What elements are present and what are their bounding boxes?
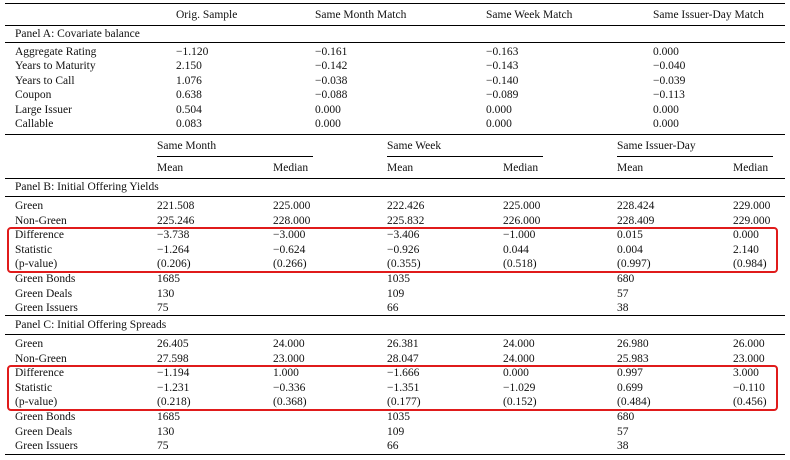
table-cell: (0.266) xyxy=(273,258,307,271)
table-cell: 221.508 xyxy=(157,200,195,212)
row-label: Green xyxy=(15,200,44,212)
table-cell: −1.000 xyxy=(503,229,536,242)
table-cell: 2.150 xyxy=(176,60,202,73)
table-cell: 0.504 xyxy=(176,103,202,116)
table-cell: 226.000 xyxy=(503,214,541,227)
table-cell: −0.163 xyxy=(486,46,519,58)
row-label: (p-value) xyxy=(15,396,58,409)
highlight-box-yields xyxy=(7,227,778,273)
sub-header-median: Median xyxy=(273,162,309,174)
table-cell: 228.000 xyxy=(273,214,311,227)
row-label: Green Issuers xyxy=(15,440,78,453)
table-cell: (0.177) xyxy=(387,396,421,409)
rule xyxy=(5,454,785,455)
table-cell: 1685 xyxy=(157,411,180,423)
table-cell: 229.000 xyxy=(733,214,771,227)
table-cell: 57 xyxy=(617,287,629,300)
rule xyxy=(387,156,543,157)
row-label: Callable xyxy=(15,118,54,130)
table-cell: −0.142 xyxy=(315,60,348,73)
table-cell: 225.832 xyxy=(387,214,425,227)
table-cell: 0.699 xyxy=(617,381,643,394)
table-cell: 57 xyxy=(617,425,629,438)
row-label: Green Issuers xyxy=(15,302,78,315)
row-label: Large Issuer xyxy=(15,103,72,116)
row-label: Years to Maturity xyxy=(15,60,96,73)
table-cell: 0.000 xyxy=(653,118,679,130)
table-cell: 28.047 xyxy=(387,352,419,365)
rule xyxy=(157,156,313,157)
table-cell: −0.040 xyxy=(653,60,686,73)
row-label: (p-value) xyxy=(15,258,58,271)
table-cell: −1.666 xyxy=(387,367,420,380)
row-label: Years to Call xyxy=(15,74,75,87)
table-cell: (0.518) xyxy=(503,258,537,271)
table-cell: 0.044 xyxy=(503,243,529,256)
row-label: Green Bonds xyxy=(15,273,76,285)
col-header-same-week-match: Same Week Match xyxy=(486,9,573,21)
row-label: Difference xyxy=(15,367,64,380)
table-cell: −3.000 xyxy=(273,229,306,242)
table-cell: 228.409 xyxy=(617,214,655,227)
table-cell: (0.368) xyxy=(273,396,307,409)
table-cell: (0.456) xyxy=(733,396,767,409)
sub-header-mean: Mean xyxy=(157,162,184,174)
table-cell: −0.039 xyxy=(653,74,686,87)
table-cell: 0.004 xyxy=(617,243,643,256)
table-cell: 0.083 xyxy=(176,118,202,130)
table-cell: 26.000 xyxy=(733,338,765,350)
table-cell: 0.638 xyxy=(176,89,202,102)
rule xyxy=(5,25,785,26)
sub-header-mean: Mean xyxy=(617,162,644,174)
table-cell: 0.015 xyxy=(617,229,643,242)
group-header-same-week: Same Week xyxy=(387,140,442,152)
table-cell: −1.351 xyxy=(387,381,420,394)
row-label: Green Deals xyxy=(15,287,73,300)
table-cell: 680 xyxy=(617,273,635,285)
table-cell: (0.484) xyxy=(617,396,651,409)
table-cell: 109 xyxy=(387,287,405,300)
table-cell: −0.038 xyxy=(315,74,348,87)
rule xyxy=(5,3,785,4)
table-cell: (0.355) xyxy=(387,258,421,271)
table-cell: −3.406 xyxy=(387,229,420,242)
panel-c-title: Panel C: Initial Offering Spreads xyxy=(15,319,167,331)
row-label: Aggregate Rating xyxy=(15,46,97,58)
panel-b-title: Panel B: Initial Offering Yields xyxy=(15,181,159,193)
table-cell: 75 xyxy=(157,440,169,453)
table-cell: 1035 xyxy=(387,411,410,423)
table-cell: (0.152) xyxy=(503,396,537,409)
rule xyxy=(617,156,773,157)
table-cell: −1.264 xyxy=(157,243,190,256)
table-cell: 225.000 xyxy=(503,200,541,212)
rule xyxy=(5,134,785,135)
table-cell: 0.000 xyxy=(486,103,512,116)
table-cell: 225.246 xyxy=(157,214,195,227)
col-header-same-month-match: Same Month Match xyxy=(315,9,407,21)
table-cell: −0.143 xyxy=(486,60,519,73)
table-cell: 25.983 xyxy=(617,352,649,365)
table-cell: −1.194 xyxy=(157,367,190,380)
panel-a-title: Panel A: Covariate balance xyxy=(15,28,140,40)
row-label: Difference xyxy=(15,229,64,242)
table-cell: 75 xyxy=(157,302,169,315)
highlight-box-spreads xyxy=(7,365,778,411)
table-cell: 24.000 xyxy=(273,338,305,350)
row-label: Green Bonds xyxy=(15,411,76,423)
table-cell: (0.984) xyxy=(733,258,767,271)
table-cell: −1.120 xyxy=(176,46,209,58)
table-cell: 26.405 xyxy=(157,338,189,350)
table-cell: 3.000 xyxy=(733,367,759,380)
sub-header-mean: Mean xyxy=(387,162,414,174)
table-cell: −0.110 xyxy=(733,381,765,394)
row-label: Statistic xyxy=(15,243,53,256)
table-cell: 24.000 xyxy=(503,338,535,350)
table-cell: −0.336 xyxy=(273,381,306,394)
table-cell: 1685 xyxy=(157,273,180,285)
table-cell: 23.000 xyxy=(733,352,765,365)
rule xyxy=(5,196,785,197)
table-cell: −0.113 xyxy=(653,89,685,102)
table-cell: 66 xyxy=(387,302,399,315)
table-cell: 1.000 xyxy=(273,367,299,380)
table-cell: 1.076 xyxy=(176,74,202,87)
table-cell: 225.000 xyxy=(273,200,311,212)
table-cell: −0.926 xyxy=(387,243,420,256)
group-header-same-month: Same Month xyxy=(157,140,217,152)
table-cell: 130 xyxy=(157,425,175,438)
row-label: Non-Green xyxy=(15,214,67,227)
table-cell: 229.000 xyxy=(733,200,771,212)
table-cell: (0.206) xyxy=(157,258,191,271)
table-cell: −0.089 xyxy=(486,89,519,102)
group-header-same-issuer-day: Same Issuer-Day xyxy=(617,140,696,152)
row-label: Non-Green xyxy=(15,352,67,365)
table-cell: 38 xyxy=(617,440,629,453)
table-cell: −1.231 xyxy=(157,381,190,394)
table-cell: −3.738 xyxy=(157,229,190,242)
table-cell: 24.000 xyxy=(503,352,535,365)
table-cell: −0.624 xyxy=(273,243,306,256)
table-cell: 2.140 xyxy=(733,243,759,256)
table-cell: 680 xyxy=(617,411,635,423)
table-cell: 0.000 xyxy=(503,367,529,380)
row-label: Green Deals xyxy=(15,425,73,438)
table-cell: 38 xyxy=(617,302,629,315)
table-cell: (0.218) xyxy=(157,396,191,409)
sub-header-median: Median xyxy=(503,162,539,174)
table-cell: 1035 xyxy=(387,273,410,285)
table-cell: 0.000 xyxy=(315,118,341,130)
table-cell: 0.000 xyxy=(315,103,341,116)
table-cell: 0.000 xyxy=(486,118,512,130)
table-cell: 228.424 xyxy=(617,200,655,212)
col-header-same-issuer-day-match: Same Issuer-Day Match xyxy=(653,9,764,21)
table-cell: (0.997) xyxy=(617,258,651,271)
table-cell: 0.000 xyxy=(653,46,679,58)
table-cell: 0.000 xyxy=(733,229,759,242)
sub-header-median: Median xyxy=(733,162,769,174)
row-label: Coupon xyxy=(15,89,52,102)
table-cell: 23.000 xyxy=(273,352,305,365)
table-cell: 66 xyxy=(387,440,399,453)
col-header-orig-sample: Orig. Sample xyxy=(176,9,238,21)
table-cell: 0.997 xyxy=(617,367,643,380)
table-cell: 26.381 xyxy=(387,338,419,350)
row-label: Green xyxy=(15,338,44,350)
rule xyxy=(5,42,785,43)
table-cell: 27.598 xyxy=(157,352,189,365)
table-cell: 222.426 xyxy=(387,200,425,212)
rule xyxy=(5,334,785,335)
rule xyxy=(5,178,785,179)
table-cell: 130 xyxy=(157,287,175,300)
table-cell: 0.000 xyxy=(653,103,679,116)
table-cell: 26.980 xyxy=(617,338,649,350)
table-cell: −0.140 xyxy=(486,74,519,87)
table-cell: 109 xyxy=(387,425,405,438)
table-cell: −0.088 xyxy=(315,89,348,102)
table-cell: −1.029 xyxy=(503,381,536,394)
row-label: Statistic xyxy=(15,381,53,394)
table-cell: −0.161 xyxy=(315,46,348,58)
